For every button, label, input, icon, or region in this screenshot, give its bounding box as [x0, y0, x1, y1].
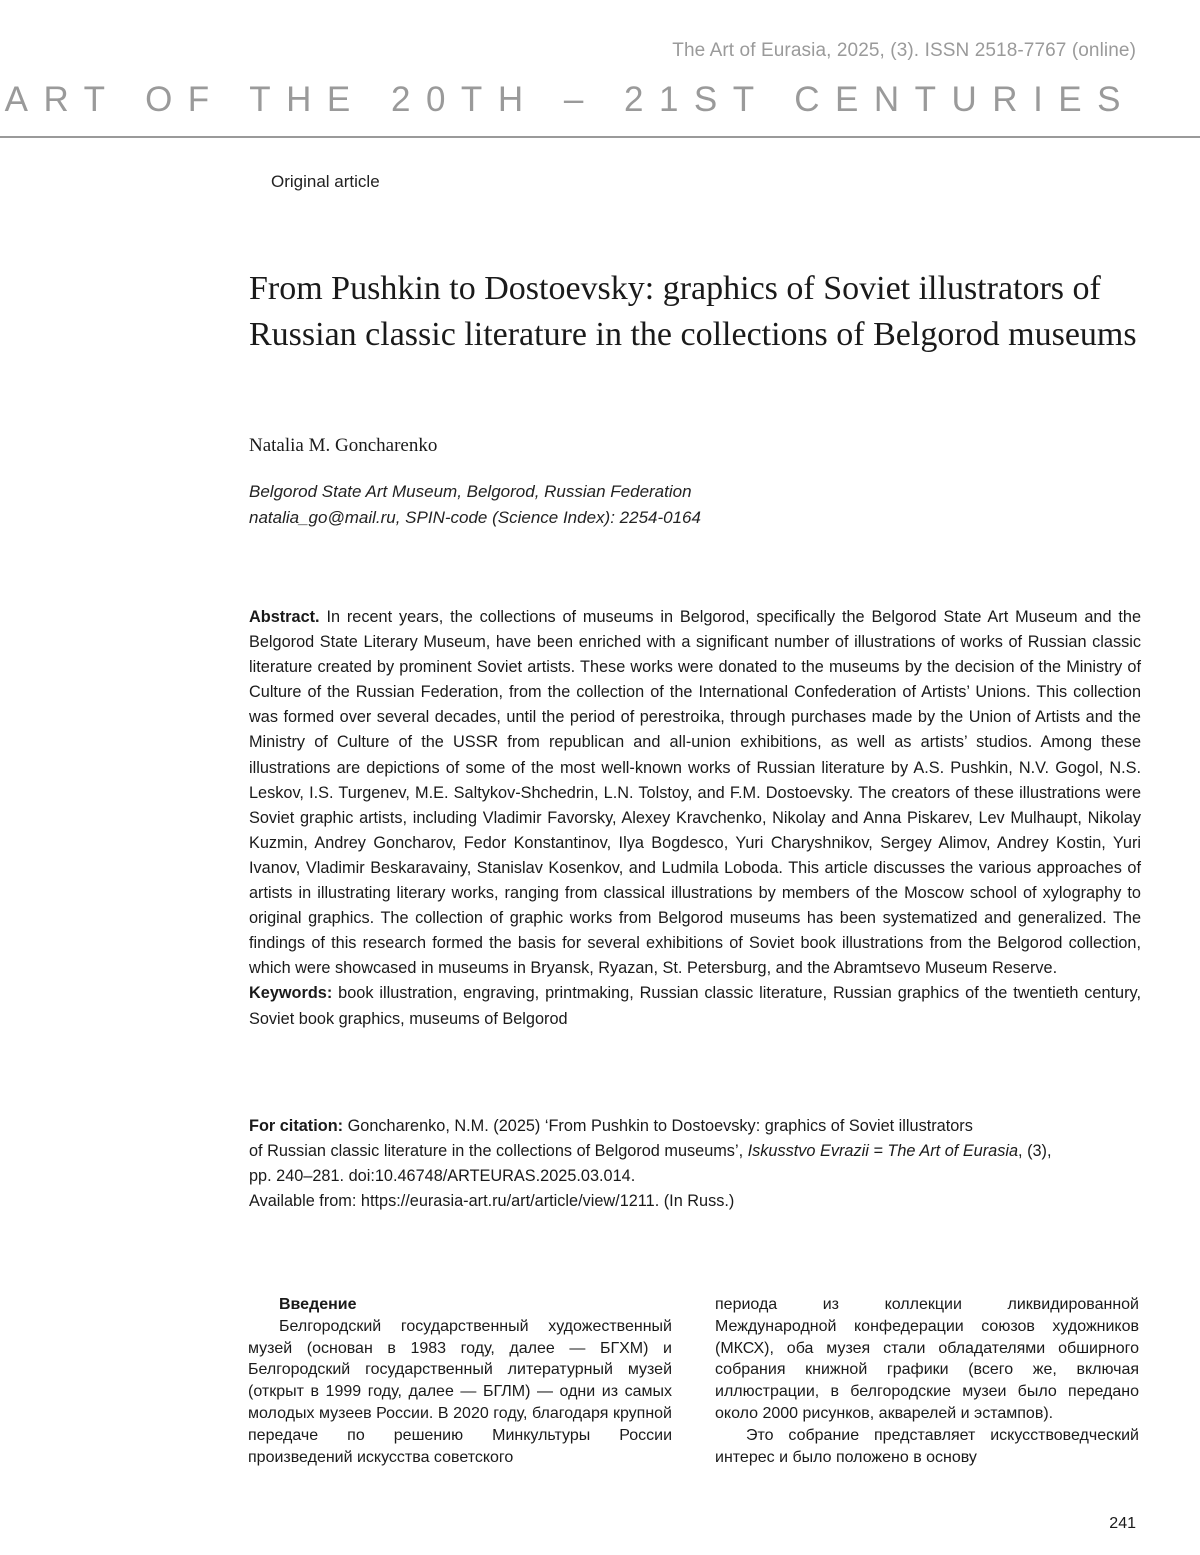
citation-line-1: Goncharenko, N.M. (2025) ‘From Pushkin to Dostoevsky: graphics of Soviet illustrators [347, 1117, 973, 1135]
keywords-label: Keywords: [249, 984, 333, 1003]
citation-line-2: of Russian classic literature in the collections of Belgorod museums’, [249, 1142, 744, 1160]
article-type: Original article [271, 172, 380, 191]
section-title: ART OF THE 20TH – 21ST CENTURIES [4, 80, 1136, 119]
citation-link[interactable]: Available from: https://eurasia-art.ru/art/article/view/1211. (In Russ.) [249, 1192, 735, 1210]
citation-line-3: pp. 240–281. doi:10.46748/ARTEURAS.2025.03.014. [249, 1167, 636, 1185]
citation-label: For citation: [249, 1117, 344, 1135]
header-divider [0, 136, 1200, 138]
abstract-text: In recent years, the collections of museums in Belgorod, specifically the Belgorod State Art Museum and the Belgorod State Literary Museum, have been enriched with a significant number of illustrations of works of Russian classic literature created by prominent Soviet artists. These works were donated to the museums by the decision of the Ministry of Culture of the Russian Federation, from the collection of the International Confederation of Artists’ Unions. This collection was formed over several decades, until the period of perestroika, through purchases made by the Union of Artists and the Ministry of Culture of the USSR from republican and all-union exhibitions, as well as artists’ studios. Among these illustrations are depictions of some of the most well-known works of Russian literature by A.S. Pushkin, N.V. Gogol, N.S. Leskov, I.S. Turgenev, M.E. Saltykov-Shchedrin, L.N. Tolstoy, and F.M. Dostoevsky. The creators of these illustrations were Soviet graphic artists, including Vladimir Favorsky, Alexey Kravchenko, Nikolay and Anna Piskarev, Lev Mulhaupt, Nikolay Kuzmin, Andrey Goncharov, Fedor Konstantinov, Ilya Bogdesco, Yuri Charyshnikov, Sergey Alimov, Andrey Kostin, Yuri Ivanov, Vladimir Beskaravainy, Stanislav Kosenkov, and Ludmila Loboda. This article discusses the various approaches of artists in illustrating literary works, ranging from classical illustrations by members of the Moscow school of xylography to original graphics. The collection of graphic works from Belgorod museums has been systematized and generalized. The findings of this research formed the basis for several exhibitions of Soviet book illustrations from the Belgorod collection, which were showcased in museums in Bryansk, Ryazan, St. Petersburg, and the Abramtsevo Museum Reserve. [249, 608, 1141, 978]
article-title: From Pushkin to Dostoevsky: graphics of Soviet illustrators of Russian classic literature in the collections of Belgorod museums [249, 270, 1137, 353]
body-paragraph-continued: периода из коллекции ликвидированной Международной конфедерации союзов художников (МКСХ), оба музея стали обладателями обширного собрания книжной графики (всего же, включая иллюстрации, в белгородские музеи было передано около 2000 рисунков, акварелей и эстампов). [715, 1296, 1139, 1422]
body-paragraph: Белгородский государственный художественный музей (основан в 1983 году, далее — БГХМ) и Белгородский государственный литературный музей (открыт в 1999 году, далее — БГЛМ) — одни из самых молодых музеев России. В 2020 году, благодаря крупной передаче по решению Минкультуры России произведений искусства советского [248, 1317, 672, 1466]
page-number: 241 [1109, 1515, 1136, 1532]
abstract-label: Abstract. [249, 608, 320, 626]
body-paragraph: Это собрание представляет искусствоведческий интерес и было положено в основу [715, 1426, 1139, 1466]
citation-block [249, 1114, 1139, 1214]
section-heading: Введение [279, 1296, 357, 1313]
citation-line-2-end: , (3), [1018, 1142, 1052, 1160]
citation-journal: Iskusstvo Evrazii = The Art of Eurasia [747, 1142, 1019, 1160]
body-column-left [248, 1294, 672, 1468]
author-contact: natalia_go@mail.ru, SPIN-code (Science Index): 2254-0164 [249, 508, 701, 527]
affiliation: Belgorod State Art Museum, Belgorod, Russian Federation [249, 482, 692, 501]
author-affiliation-block [249, 479, 701, 531]
abstract-block [249, 605, 1141, 1032]
journal-header: The Art of Eurasia, 2025, (3). ISSN 2518-7767 (online) [672, 40, 1136, 61]
body-column-right [715, 1294, 1139, 1468]
keywords-text: book illustration, engraving, printmaking, Russian classic literature, Russian graphics of the twentieth century, Soviet book graphics, museums of Belgorod [249, 984, 1141, 1028]
author-name: Natalia M. Goncharenko [249, 435, 438, 456]
